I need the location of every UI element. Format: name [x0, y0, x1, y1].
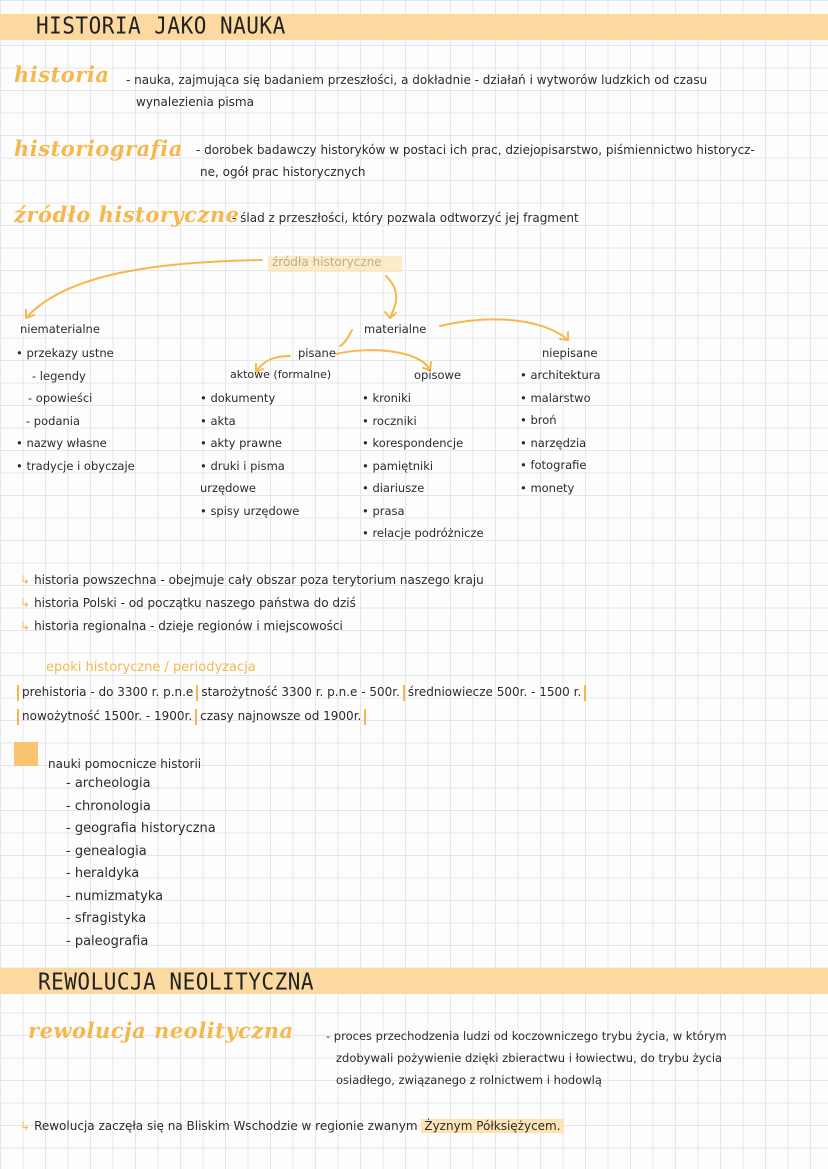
- highlighted-term: Żyznym Półksiężycem.: [421, 1119, 563, 1133]
- def-historia-line1: - nauka, zajmująca się badaniem przeszłości, a dokładnie - działań i wytworów ludzkich od czasu: [126, 73, 708, 87]
- list-item: • druki i pisma: [200, 458, 285, 473]
- list-item: - heraldyka: [66, 866, 140, 881]
- list-item: - archeologia: [66, 776, 151, 791]
- history-type-3: ↳ historia regionalna - dzieje regionów i miejscowości: [20, 619, 343, 633]
- list-item: • korespondencje: [362, 436, 464, 450]
- def-zrodlo-line1: - ślad z przeszłości, który pozwala odtworzyć jej fragment: [232, 211, 579, 225]
- list-item: • fotografie: [520, 458, 587, 472]
- aux-square-marker: [14, 742, 38, 766]
- tree-aktowe-label: aktowe (formalne): [230, 368, 332, 381]
- list-item: • monety: [520, 480, 575, 495]
- tree-niematerialne-label: niematerialne: [20, 322, 100, 336]
- list-item: - geografia historyczna: [66, 821, 216, 836]
- list-item: • tradycje i obyczaje: [16, 458, 135, 473]
- divider: [584, 685, 586, 701]
- list-item: • narzędzia: [520, 435, 587, 450]
- epochs-row-2: nowożytność 1500r. - 1900r. czasy najnowsze od 1900r.: [14, 706, 369, 726]
- aux-list: [66, 773, 216, 953]
- section-title-1: HISTORIA JAKO NAUKA: [36, 12, 286, 40]
- arrow-icon: ↳: [20, 596, 31, 610]
- divider: [195, 709, 197, 725]
- list-item: - chronologia: [66, 798, 151, 814]
- def-rewolucja-line3: osiadłego, związanego z rolnictwem i hodowlą: [336, 1073, 602, 1087]
- list-item: - legendy: [32, 368, 86, 383]
- list-item: • pamiętniki: [362, 458, 434, 473]
- list-item: • malarstwo: [520, 390, 591, 405]
- list-item: • architektura: [520, 368, 601, 382]
- list-item: • kroniki: [362, 391, 411, 405]
- list-item: - numizmatyka: [66, 888, 164, 904]
- list-item: • relacje podróżnicze: [362, 526, 484, 540]
- neolithic-note: ↳ Rewolucja zaczęła się na Bliskim Wschodzie w regionie zwanym Żyznym Półksiężycem.: [20, 1116, 564, 1136]
- epochs-row-1: prehistoria - do 3300 r. p.n.e starożytność 3300 r. p.n.e - 500r. średniowiecze 500r. - 1500 r.: [14, 682, 589, 702]
- divider: [17, 709, 19, 725]
- list-item: • dokumenty: [200, 391, 276, 405]
- tree-opisowe-list: [362, 387, 484, 545]
- tree-opisowe-label: opisowe: [414, 368, 462, 382]
- list-item: • spisy urzędowe: [200, 503, 300, 518]
- arrow-icon: ↳: [20, 619, 31, 633]
- def-historiografia-line2: ne, ogół prac historycznych: [200, 165, 366, 179]
- list-item: • prasa: [362, 503, 405, 518]
- tree-niepisane-list: [520, 364, 601, 499]
- list-item: • akty prawne: [200, 436, 282, 450]
- term-zrodlo: źródło historyczne: [14, 202, 240, 227]
- def-rewolucja-line2: zdobywali pożywienie dzięki zbieractwu i łowiectwu, do trybu życia: [336, 1051, 723, 1065]
- divider: [364, 709, 366, 725]
- arrow-icon: ↳: [20, 573, 31, 587]
- list-item: • diariusze: [362, 481, 425, 495]
- list-item: • przekazy ustne: [16, 346, 114, 360]
- list-item: - opowieści: [28, 391, 93, 405]
- section-title-2: REWOLUCJA NEOLITYCZNA: [38, 968, 315, 996]
- list-item: - paleografia: [66, 933, 149, 949]
- list-item: • broń: [520, 413, 557, 427]
- def-rewolucja-line1: - proces przechodzenia ludzi od koczowniczego trybu życia, w którym: [326, 1029, 727, 1043]
- tree-niematerialne-list: [16, 342, 135, 477]
- history-type-1: ↳ historia powszechna - obejmuje cały obszar poza terytorium naszego kraju: [20, 573, 484, 587]
- def-historiografia-line1: - dorobek badawczy historyków w postaci ich prac, dziejopisarstwo, piśmiennictwo historycz-: [196, 143, 755, 157]
- list-item: • roczniki: [362, 413, 417, 428]
- tree-pisane-label: pisane: [298, 346, 336, 360]
- epochs-title: epoki historyczne / periodyzacja: [46, 660, 256, 675]
- tree-aktowe-list: [200, 387, 299, 522]
- divider: [17, 685, 19, 701]
- tree-materialne-label: materialne: [364, 322, 427, 336]
- list-item: • akta: [200, 413, 236, 428]
- term-historiografia: historiografia: [14, 136, 183, 161]
- term-historia: historia: [14, 62, 110, 87]
- divider: [196, 685, 198, 701]
- arrow-icon: ↳: [20, 1119, 31, 1133]
- list-item: - podania: [26, 413, 81, 428]
- divider: [403, 685, 405, 701]
- def-historia-line2: wynalezienia pisma: [136, 95, 254, 109]
- tree-root-highlight: [268, 256, 402, 272]
- history-type-2: ↳ historia Polski - od początku naszego państwa do dziś: [20, 596, 356, 610]
- term-rewolucja: rewolucja neolityczna: [28, 1018, 294, 1043]
- list-item: - genealogia: [66, 843, 147, 859]
- tree-niepisane-label: niepisane: [542, 346, 598, 360]
- list-item: • nazwy własne: [16, 436, 107, 450]
- list-item: - sfragistyka: [66, 911, 147, 926]
- aux-title: nauki pomocnicze historii: [48, 757, 202, 771]
- list-item: urzędowe: [200, 481, 256, 495]
